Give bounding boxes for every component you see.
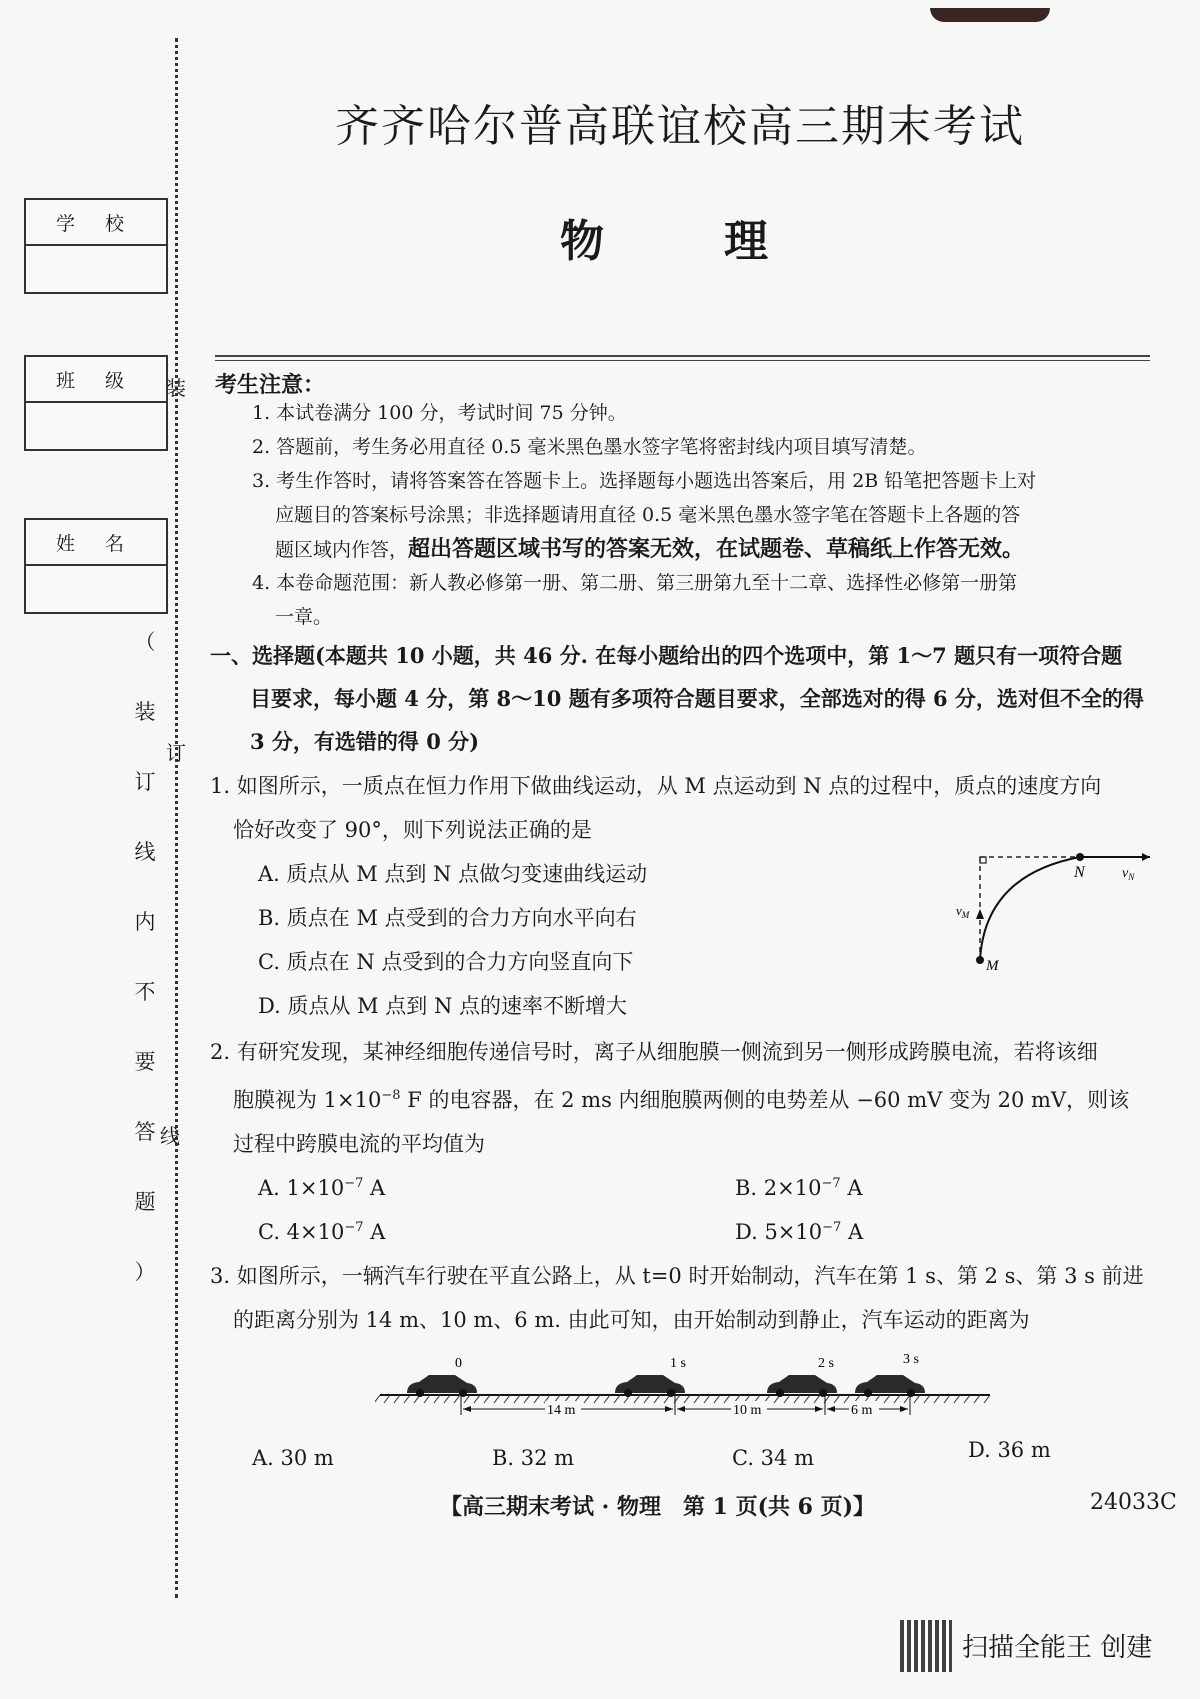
q2-stem-line: 2. 有研究发现，某神经细胞传递信号时，离子从细胞膜一侧流到另一侧形成跨膜电流，若将该细	[210, 1040, 1098, 1064]
q2-stem	[210, 1030, 1160, 1166]
q1-stem-line: 恰好改变了 90°，则下列说法正确的是	[233, 818, 592, 842]
binding-char-xian: 线	[160, 1124, 180, 1148]
q1-fig-vn-sub: N	[1128, 872, 1135, 882]
binding-char-ding: 订	[166, 741, 186, 765]
header-rule	[215, 360, 1150, 361]
q2-option-c[interactable]	[258, 1206, 385, 1254]
q2-opt-text: D. 5×10	[735, 1220, 823, 1244]
vertical-char: （	[134, 630, 156, 654]
q3-fig-t1: 1 s	[670, 1356, 686, 1371]
q3-option-d[interactable]: D. 36 m	[968, 1438, 1051, 1462]
school-field[interactable]	[26, 246, 166, 292]
q1-option-b[interactable]: B. 质点在 M 点受到的合力方向水平向右	[258, 906, 637, 930]
vertical-char: 题	[134, 1190, 156, 1214]
q2-opt-text: B. 2×10	[735, 1176, 822, 1200]
school-label: 学 校	[26, 200, 166, 246]
exam-code: 24033C	[1090, 1490, 1177, 1515]
q2-opt-text: A. 1×10	[258, 1176, 345, 1200]
vertical-char: 装	[134, 700, 156, 724]
exam-title: 齐齐哈尔普高联谊校高三期末考试	[335, 101, 1025, 152]
vertical-char: 订	[134, 770, 156, 794]
q3-stem-line: 的距离分别为 14 m、10 m、6 m. 由此可知，由开始制动到静止，汽车运动的距离为	[233, 1308, 1030, 1332]
q3-figure	[375, 1345, 995, 1425]
q1-stem-line: 1. 如图所示，一质点在恒力作用下做曲线运动，从 M 点运动到 N 点的过程中，质点的速度方向	[210, 774, 1102, 798]
q2-opt-exp: −7	[822, 1220, 842, 1235]
q2-option-d[interactable]	[735, 1206, 863, 1254]
name-label: 姓 名	[26, 520, 166, 566]
class-label: 班 级	[26, 357, 166, 403]
binding-char-zhuang: 装	[166, 376, 186, 400]
q1-fig-vm-sub: M	[961, 910, 970, 920]
q1-stem	[210, 764, 1160, 852]
q3-option-c[interactable]: C. 34 m	[732, 1446, 814, 1470]
class-box	[24, 355, 168, 451]
notice-item: 3. 考生作答时，请将答案答在答题卡上。选择题每小题选出答案后，用 2B 铅笔把答题卡上对	[252, 470, 1037, 492]
q2-opt-text: A	[840, 1176, 863, 1200]
q3-stem	[210, 1254, 1170, 1342]
vertical-char: 线	[134, 840, 156, 864]
notice-item: 应题目的答案标号涂黑；非选择题请用直径 0.5 毫米黑色墨水签字笔在答题卡上各题的答	[275, 504, 1021, 526]
q1-option-c[interactable]: C. 质点在 N 点受到的合力方向竖直向下	[258, 950, 634, 974]
q2-exp: −8	[381, 1088, 401, 1103]
q1-fig-m: M	[986, 958, 999, 974]
qr-code-icon	[900, 1620, 952, 1672]
section-heading	[210, 634, 1160, 763]
header-rule	[215, 355, 1150, 357]
q2-opt-exp: −7	[821, 1176, 841, 1191]
notice-item: 一章。	[275, 606, 333, 628]
vertical-char: 答	[134, 1120, 156, 1144]
q3-fig-t0: 0	[455, 1356, 462, 1371]
q2-opt-text: A	[363, 1220, 386, 1244]
notice-item: 4. 本卷命题范围：新人教必修第一册、第二册、第三册第九至十二章、选择性必修第一册第	[252, 572, 1018, 594]
q1-fig-vm	[956, 903, 970, 920]
car-icon	[767, 1375, 837, 1397]
q3-option-b[interactable]: B. 32 m	[492, 1446, 575, 1470]
q2-option-a[interactable]	[258, 1162, 385, 1210]
q3-fig-d1: 14 m	[547, 1403, 576, 1418]
vertical-char: 内	[134, 910, 156, 934]
q3-fig-t2: 2 s	[818, 1356, 834, 1371]
q1-option-d[interactable]: D. 质点从 M 点到 N 点的速率不断增大	[258, 994, 628, 1018]
q2-opt-exp: −7	[344, 1176, 364, 1191]
car-icon	[407, 1375, 477, 1397]
q2-opt-exp: −7	[344, 1220, 364, 1235]
q1-option-a[interactable]: A. 质点从 M 点到 N 点做匀变速曲线运动	[258, 862, 648, 886]
notice-item: 1. 本试卷满分 100 分，考试时间 75 分钟。	[252, 402, 627, 424]
q2-opt-text: C. 4×10	[258, 1220, 345, 1244]
class-field[interactable]	[26, 403, 166, 449]
q2-opt-text: A	[841, 1220, 864, 1244]
binding-line	[175, 38, 178, 1598]
notice-bold-text: 超出答题区域书写的答案无效，在试题卷、草稿纸上作答无效。	[408, 536, 1025, 562]
q1-fig-n: N	[1074, 864, 1085, 881]
name-field[interactable]	[26, 566, 166, 612]
vertical-notice	[130, 632, 160, 1332]
notice-item-3-line3	[275, 532, 1165, 567]
section-line: 一、选择题(本题共 10 小题，共 46 分. 在每小题给出的四个选项中，第 1～7 题只有一项符合题	[210, 643, 1123, 668]
q1-fig-vn	[1122, 866, 1135, 882]
vertical-char: ）	[134, 1260, 156, 1284]
q2-text: 胞膜视为 1×10	[233, 1088, 382, 1112]
q3-fig-d2: 10 m	[733, 1403, 762, 1418]
q2-stem-line	[210, 1088, 1129, 1112]
vertical-char: 不	[134, 980, 156, 1004]
name-box	[24, 518, 168, 614]
page-footer: 【高三期末考试 · 物理 第 1 页(共 6 页)】	[440, 1494, 876, 1520]
school-box	[24, 198, 168, 294]
notice-item: 2. 答题前，考生务必用直径 0.5 毫米黑色墨水签字笔将密封线内项目填写清楚。	[252, 436, 927, 458]
section-line: 目要求，每小题 4 分，第 8～10 题有多项符合题目要求，全部选对的得 6 分，选对但不全的得	[250, 686, 1144, 711]
top-decoration	[930, 8, 1050, 22]
car-icon	[855, 1375, 925, 1397]
q2-option-b[interactable]	[735, 1162, 862, 1210]
q1-fig-vn-main: v	[1122, 866, 1129, 881]
q1-fig-vm-main: v	[956, 903, 962, 918]
scanner-watermark: 扫描全能王 创建	[962, 1633, 1153, 1663]
notice-text: 题区域内作答，	[275, 539, 409, 561]
q2-stem-line: 过程中跨膜电流的平均值为	[233, 1132, 485, 1156]
q1-figure	[950, 845, 1160, 975]
vertical-char: 要	[134, 1050, 156, 1074]
q3-option-a[interactable]: A. 30 m	[252, 1446, 334, 1470]
section-line: 3 分，有选错的得 0 分)	[250, 729, 480, 754]
q2-opt-text: A	[363, 1176, 386, 1200]
notice-heading: 考生注意：	[215, 372, 326, 398]
q3-fig-t3: 3 s	[903, 1352, 919, 1367]
q2-text: F 的电容器，在 2 ms 内细胞膜两侧的电势差从 −60 mV 变为 20 mV，则该	[400, 1088, 1130, 1112]
subject-title: 物理	[560, 216, 888, 267]
q3-stem-line: 3. 如图所示，一辆汽车行驶在平直公路上，从 t=0 时开始制动，汽车在第 1 s、第 2 s、第 3 s 前进	[210, 1264, 1144, 1288]
q3-fig-d3: 6 m	[851, 1403, 873, 1418]
